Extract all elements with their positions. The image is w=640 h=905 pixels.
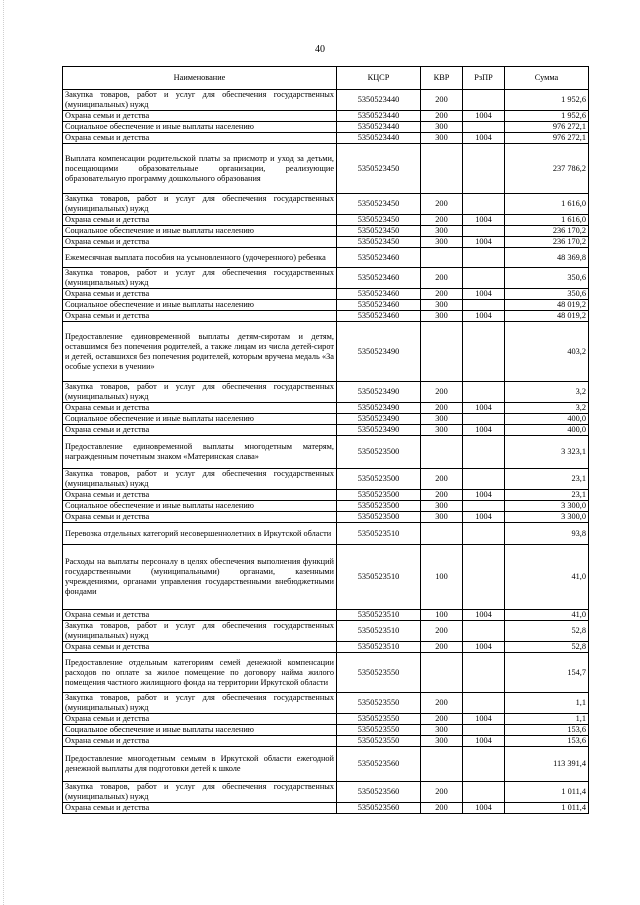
table-header-row [63,67,589,90]
row-rzpr-cell: 1004 [463,111,505,122]
row-name-cell: Закупка товаров, работ и услуг для обеспечения государственных (муниципальных) нужд [63,469,337,490]
row-kvr-cell: 200 [421,621,463,642]
row-kcsr-cell: 5350523560 [337,747,421,782]
row-sum-cell: 3,2 [505,403,589,414]
row-rzpr-cell: 1004 [463,803,505,814]
row-rzpr-cell: 1004 [463,490,505,501]
row-name-cell: Охрана семьи и детства [63,215,337,226]
row-sum-cell: 350,6 [505,268,589,289]
table-row [63,653,589,693]
row-name-cell: Социальное обеспечение и иные выплаты населению [63,122,337,133]
row-rzpr-cell [463,122,505,133]
row-kvr-cell: 300 [421,226,463,237]
row-kcsr-cell: 5350523500 [337,469,421,490]
row-rzpr-cell [463,226,505,237]
row-name-cell: Социальное обеспечение и иные выплаты населению [63,226,337,237]
row-rzpr-cell: 1004 [463,736,505,747]
row-rzpr-cell: 1004 [463,311,505,322]
row-kvr-cell [421,144,463,194]
row-name-cell: Социальное обеспечение и иные выплаты населению [63,725,337,736]
row-kcsr-cell: 5350523490 [337,414,421,425]
table-row [63,289,589,300]
row-kcsr-cell: 5350523440 [337,133,421,144]
row-rzpr-cell [463,300,505,311]
row-kcsr-cell: 5350523550 [337,693,421,714]
row-sum-cell: 1 952,6 [505,111,589,122]
row-kcsr-cell: 5350523560 [337,782,421,803]
table-row [63,425,589,436]
row-sum-cell: 52,8 [505,621,589,642]
row-name-cell: Охрана семьи и детства [63,289,337,300]
row-sum-cell: 48 019,2 [505,300,589,311]
row-sum-cell: 1,1 [505,714,589,725]
row-kvr-cell: 200 [421,111,463,122]
row-kvr-cell: 200 [421,268,463,289]
row-kcsr-cell: 5350523510 [337,523,421,545]
table-row [63,523,589,545]
table-row [63,714,589,725]
row-kvr-cell: 300 [421,237,463,248]
row-kcsr-cell: 5350523460 [337,268,421,289]
row-sum-cell: 237 786,2 [505,144,589,194]
row-rzpr-cell: 1004 [463,610,505,621]
row-name-cell: Закупка товаров, работ и услуг для обеспечения государственных (муниципальных) нужд [63,693,337,714]
row-rzpr-cell: 1004 [463,512,505,523]
row-kcsr-cell: 5350523450 [337,144,421,194]
row-kcsr-cell: 5350523510 [337,642,421,653]
row-rzpr-cell: 1004 [463,289,505,300]
row-kcsr-cell: 5350523460 [337,248,421,268]
row-name-cell: Закупка товаров, работ и услуг для обеспечения государственных (муниципальных) нужд [63,194,337,215]
row-kvr-cell [421,248,463,268]
table-row [63,403,589,414]
table-row [63,268,589,289]
table-row [63,725,589,736]
row-kvr-cell [421,523,463,545]
row-kcsr-cell: 5350523500 [337,512,421,523]
column-header-kvr: КВР [421,67,463,90]
row-kcsr-cell: 5350523490 [337,382,421,403]
row-name-cell: Охрана семьи и детства [63,714,337,725]
row-kvr-cell: 300 [421,133,463,144]
row-rzpr-cell [463,268,505,289]
table-row [63,300,589,311]
row-sum-cell: 23,1 [505,490,589,501]
table-row [63,414,589,425]
row-sum-cell: 153,6 [505,725,589,736]
table-row [63,90,589,111]
row-rzpr-cell [463,545,505,610]
row-name-cell: Охрана семьи и детства [63,642,337,653]
row-kvr-cell: 300 [421,725,463,736]
table-row [63,215,589,226]
row-name-cell: Охрана семьи и детства [63,512,337,523]
row-rzpr-cell: 1004 [463,133,505,144]
column-header-rzpr: РзПР [463,67,505,90]
table-row [63,144,589,194]
table-row [63,610,589,621]
row-kvr-cell: 200 [421,782,463,803]
table-row [63,747,589,782]
row-sum-cell: 350,6 [505,289,589,300]
row-sum-cell: 1 616,0 [505,215,589,226]
row-rzpr-cell: 1004 [463,642,505,653]
row-kvr-cell: 200 [421,714,463,725]
row-sum-cell: 976 272,1 [505,133,589,144]
row-rzpr-cell [463,782,505,803]
table-row [63,322,589,382]
row-name-cell: Закупка товаров, работ и услуг для обеспечения государственных (муниципальных) нужд [63,268,337,289]
row-sum-cell: 1 011,4 [505,782,589,803]
row-name-cell: Закупка товаров, работ и услуг для обеспечения государственных (муниципальных) нужд [63,782,337,803]
row-kvr-cell: 200 [421,693,463,714]
row-kcsr-cell: 5350523500 [337,501,421,512]
row-name-cell: Закупка товаров, работ и услуг для обеспечения государственных (муниципальных) нужд [63,382,337,403]
row-kcsr-cell: 5350523460 [337,289,421,300]
row-name-cell: Предоставление единовременной выплаты детям-сиротам и детям, оставшимся без попечения родителей, а также лицам из числа детей-сирот и детей, оставшихся без попечения родителей, которым вручена медаль «За особые успехи в учении» [63,322,337,382]
row-name-cell: Охрана семьи и детства [63,237,337,248]
row-sum-cell: 1,1 [505,693,589,714]
table-row [63,111,589,122]
table-row [63,122,589,133]
table-row [63,311,589,322]
table-row [63,248,589,268]
row-sum-cell: 1 952,6 [505,90,589,111]
table-row [63,490,589,501]
row-name-cell: Охрана семьи и детства [63,490,337,501]
row-kcsr-cell: 5350523440 [337,111,421,122]
row-kcsr-cell: 5350523510 [337,610,421,621]
row-rzpr-cell [463,436,505,469]
row-kcsr-cell: 5350523550 [337,653,421,693]
row-name-cell: Социальное обеспечение и иные выплаты населению [63,300,337,311]
row-name-cell: Охрана семьи и детства [63,133,337,144]
row-rzpr-cell [463,194,505,215]
row-kvr-cell: 200 [421,469,463,490]
table-row [63,436,589,469]
table-row [63,237,589,248]
row-kvr-cell: 200 [421,289,463,300]
row-kvr-cell [421,653,463,693]
row-kcsr-cell: 5350523490 [337,322,421,382]
row-kvr-cell: 200 [421,194,463,215]
row-kcsr-cell: 5350523490 [337,425,421,436]
row-rzpr-cell [463,469,505,490]
row-sum-cell: 23,1 [505,469,589,490]
row-kvr-cell: 100 [421,610,463,621]
column-header-sum: Сумма [505,67,589,90]
row-name-cell: Выплата компенсации родительской платы за присмотр и уход за детьми, посещающими образовательные организации, реализующие образовательную программу дошкольного образования [63,144,337,194]
row-name-cell: Охрана семьи и детства [63,111,337,122]
row-kcsr-cell: 5350523560 [337,803,421,814]
row-kvr-cell: 300 [421,122,463,133]
row-kvr-cell [421,747,463,782]
table-row [63,382,589,403]
row-sum-cell: 1 011,4 [505,803,589,814]
row-name-cell: Охрана семьи и детства [63,803,337,814]
row-kcsr-cell: 5350523510 [337,545,421,610]
column-header-name: Наименование [63,67,337,90]
budget-table [62,66,589,814]
row-sum-cell: 400,0 [505,425,589,436]
row-sum-cell: 153,6 [505,736,589,747]
row-rzpr-cell: 1004 [463,714,505,725]
row-sum-cell: 3,2 [505,382,589,403]
row-name-cell: Охрана семьи и детства [63,610,337,621]
table-row [63,226,589,237]
row-sum-cell: 3 323,1 [505,436,589,469]
row-kcsr-cell: 5350523460 [337,311,421,322]
row-name-cell: Социальное обеспечение и иные выплаты населению [63,501,337,512]
row-rzpr-cell [463,747,505,782]
row-sum-cell: 52,8 [505,642,589,653]
row-name-cell: Предоставление многодетным семьям в Иркутской области ежегодной денежной выплаты для подготовки детей к школе [63,747,337,782]
row-kvr-cell: 200 [421,90,463,111]
page-number: 40 [315,44,325,55]
row-sum-cell: 48 019,2 [505,311,589,322]
row-name-cell: Расходы на выплаты персоналу в целях обеспечения выполнения функций государственными (муниципальными) органами, казенными учреждениями, органами управления государственными внебюджетными фондами [63,545,337,610]
row-rzpr-cell [463,90,505,111]
row-kvr-cell: 200 [421,403,463,414]
table-row [63,621,589,642]
row-rzpr-cell: 1004 [463,425,505,436]
table-row [63,782,589,803]
row-name-cell: Предоставление единовременной выплаты многодетным матерям, награжденным почетным знаком «Материнская слава» [63,436,337,469]
row-kcsr-cell: 5350523500 [337,490,421,501]
row-name-cell: Охрана семьи и детства [63,403,337,414]
row-rzpr-cell: 1004 [463,237,505,248]
row-sum-cell: 236 170,2 [505,226,589,237]
row-kvr-cell: 300 [421,425,463,436]
row-rzpr-cell [463,382,505,403]
table-row [63,545,589,610]
row-name-cell: Предоставление отдельным категориям семей денежной компенсации расходов по оплате за жилое помещение по договору найма жилого помещения частного жилищного фонда на территории Иркутской области [63,653,337,693]
row-kcsr-cell: 5350523490 [337,403,421,414]
row-kcsr-cell: 5350523450 [337,215,421,226]
row-kvr-cell: 200 [421,382,463,403]
row-rzpr-cell [463,523,505,545]
row-rzpr-cell [463,725,505,736]
row-sum-cell: 3 300,0 [505,501,589,512]
table-row [63,512,589,523]
row-kcsr-cell: 5350523550 [337,725,421,736]
row-kcsr-cell: 5350523510 [337,621,421,642]
row-kvr-cell: 300 [421,311,463,322]
row-name-cell: Закупка товаров, работ и услуг для обеспечения государственных (муниципальных) нужд [63,90,337,111]
table-row [63,469,589,490]
row-sum-cell: 41,0 [505,545,589,610]
row-rzpr-cell [463,144,505,194]
row-kvr-cell [421,436,463,469]
row-name-cell: Охрана семьи и детства [63,736,337,747]
row-kcsr-cell: 5350523460 [337,300,421,311]
row-kcsr-cell: 5350523440 [337,122,421,133]
table-row [63,803,589,814]
row-name-cell: Охрана семьи и детства [63,311,337,322]
row-sum-cell: 403,2 [505,322,589,382]
row-kcsr-cell: 5350523450 [337,226,421,237]
table-row [63,693,589,714]
row-kvr-cell: 300 [421,512,463,523]
table-row [63,501,589,512]
row-kvr-cell: 100 [421,545,463,610]
row-sum-cell: 400,0 [505,414,589,425]
row-sum-cell: 41,0 [505,610,589,621]
row-rzpr-cell [463,693,505,714]
row-kvr-cell: 200 [421,490,463,501]
row-name-cell: Охрана семьи и детства [63,425,337,436]
row-name-cell: Перевозка отдельных категорий несовершеннолетних в Иркутской области [63,523,337,545]
row-kvr-cell: 300 [421,736,463,747]
row-kvr-cell [421,322,463,382]
row-kvr-cell: 200 [421,215,463,226]
table-row [63,194,589,215]
row-rzpr-cell [463,621,505,642]
row-kcsr-cell: 5350523500 [337,436,421,469]
row-name-cell: Социальное обеспечение и иные выплаты населению [63,414,337,425]
page-edge-margin [3,0,6,905]
row-sum-cell: 3 300,0 [505,512,589,523]
row-sum-cell: 48 369,8 [505,248,589,268]
row-name-cell: Закупка товаров, работ и услуг для обеспечения государственных (муниципальных) нужд [63,621,337,642]
row-rzpr-cell [463,501,505,512]
row-kvr-cell: 200 [421,642,463,653]
table-row [63,736,589,747]
row-kcsr-cell: 5350523450 [337,194,421,215]
table-row [63,642,589,653]
table-row [63,133,589,144]
row-sum-cell: 1 616,0 [505,194,589,215]
row-rzpr-cell [463,248,505,268]
row-sum-cell: 236 170,2 [505,237,589,248]
row-kcsr-cell: 5350523440 [337,90,421,111]
row-sum-cell: 976 272,1 [505,122,589,133]
row-rzpr-cell [463,653,505,693]
row-sum-cell: 154,7 [505,653,589,693]
row-rzpr-cell [463,414,505,425]
row-kcsr-cell: 5350523450 [337,237,421,248]
row-kvr-cell: 200 [421,803,463,814]
row-rzpr-cell: 1004 [463,403,505,414]
row-rzpr-cell: 1004 [463,215,505,226]
row-rzpr-cell [463,322,505,382]
column-header-kcsr: КЦСР [337,67,421,90]
row-sum-cell: 93,8 [505,523,589,545]
row-kcsr-cell: 5350523550 [337,736,421,747]
row-kvr-cell: 300 [421,501,463,512]
row-kcsr-cell: 5350523550 [337,714,421,725]
row-kvr-cell: 300 [421,414,463,425]
row-kvr-cell: 300 [421,300,463,311]
row-sum-cell: 113 391,4 [505,747,589,782]
row-name-cell: Ежемесячная выплата пособия на усыновленного (удочеренного) ребенка [63,248,337,268]
